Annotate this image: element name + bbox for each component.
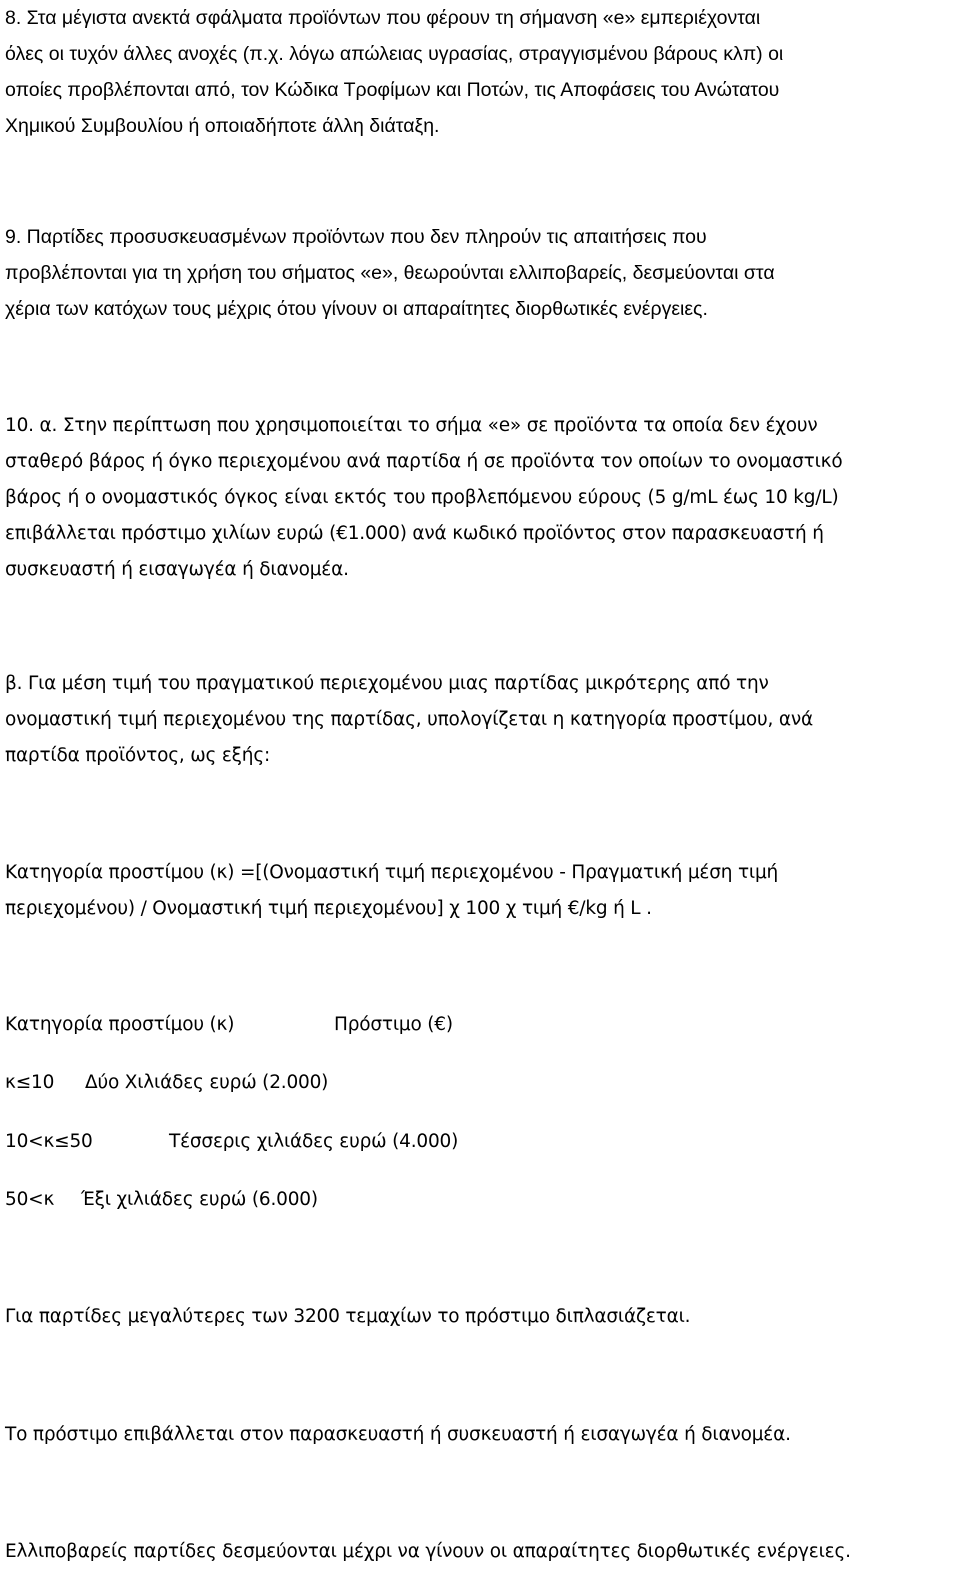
text-line: Ελλιποβαρείς παρτίδες δεσμεύονται μέχρι να γίνουν οι απαραίτητες διορθωτικές ενέργειες.	[5, 1541, 851, 1562]
paragraph-10b	[5, 666, 955, 774]
text-line: 9. Παρτίδες προσυσκευασμένων προϊόντων που δεν πληρούν τις απαιτήσεις που	[5, 226, 707, 248]
fine-amount-header: Πρόστιμο (€)	[334, 1014, 453, 1035]
text-line: ονομαστική τιμή περιεχομένου της παρτίδας, υπολογίζεται η κατηγορία προστίμου, ανά	[5, 709, 813, 730]
text-line: περιεχομένου) / Ονομαστική τιμή περιεχομένου] χ 100 χ τιμή €/kg ή L .	[5, 898, 652, 919]
fine-imposed-note	[5, 1417, 955, 1453]
text-line: χέρια των κατόχων τους μέχρις ότου γίνουν οι απαραίτητες διορθωτικές ενέργειες.	[5, 298, 708, 320]
fine-category: κ≤10	[5, 1072, 55, 1093]
fine-category: 50<κ	[5, 1189, 55, 1210]
text-line: βάρος ή ο ονομαστικός όγκος είναι εκτός του προβλεπόμενου εύρους (5 g/mL έως 10 kg/L)	[5, 487, 839, 508]
fine-amount: Τέσσερις χιλιάδες ευρώ (4.000)	[169, 1131, 459, 1152]
text-line: 8. Στα μέγιστα ανεκτά σφάλματα προϊόντων που φέρουν τη σήμανση «e» εμπεριέχονται	[5, 7, 761, 29]
text-line: παρτίδα προϊόντος, ως εξής:	[5, 745, 271, 766]
fine-category: 10<κ≤50	[5, 1131, 93, 1152]
fine-amount: Δύο Χιλιάδες ευρώ (2.000)	[85, 1072, 329, 1093]
fine-amount: Έξι χιλιάδες ευρώ (6.000)	[81, 1189, 318, 1210]
fine-formula	[5, 855, 955, 927]
text-line: σταθερό βάρος ή όγκο περιεχομένου ανά παρτίδα ή σε προϊόντα τον οποίων το ονομαστικό	[5, 451, 843, 472]
paragraph-8	[5, 0, 955, 144]
text-line: συσκευαστή ή εισαγωγέα ή διανομέα.	[5, 559, 349, 580]
text-line: 10. α. Στην περίπτωση που χρησιμοποιείται το σήμα «e» σε προϊόντα τα οποία δεν έχουν	[5, 415, 818, 436]
batches-retained-note	[5, 1534, 955, 1570]
text-line: β. Για μέση τιμή του πραγματικού περιεχομένου μιας παρτίδας μικρότερης από την	[5, 673, 769, 694]
large-batches-note	[5, 1299, 955, 1335]
text-line: όλες οι τυχόν άλλες ανοχές (π.χ. λόγω απώλειας υγρασίας, στραγγισμένου βάρους κλπ) οι	[5, 43, 784, 65]
text-line: Το πρόστιμο επιβάλλεται στον παρασκευαστή ή συσκευαστή ή εισαγωγέα ή διανομέα.	[5, 1424, 791, 1445]
text-line: Κατηγορία προστίμου (κ) =[(Ονομαστική τιμή περιεχομένου - Πραγματική μέση τιμή	[5, 862, 779, 883]
text-line: προβλέπονται για τη χρήση του σήματος «e», θεωρούνται ελλιποβαρείς, δεσμεύονται στα	[5, 262, 775, 284]
text-line: Για παρτίδες μεγαλύτερες των 3200 τεμαχίων το πρόστιμο διπλασιάζεται.	[5, 1306, 691, 1327]
fine-category-header: Κατηγορία προστίμου (κ)	[5, 1014, 235, 1035]
paragraph-10a	[5, 408, 955, 588]
text-line: οποίες προβλέπονται από, τον Κώδικα Τροφίμων και Ποτών, τις Αποφάσεις του Ανώτατου	[5, 79, 780, 101]
text-line: Χημικού Συμβουλίου ή οποιαδήποτε άλλη διάταξη.	[5, 115, 440, 137]
text-line: επιβάλλεται πρόστιμο χιλίων ευρώ (€1.000) ανά κωδικό προϊόντος στον παρασκευαστή ή	[5, 523, 824, 544]
paragraph-9	[5, 219, 955, 327]
